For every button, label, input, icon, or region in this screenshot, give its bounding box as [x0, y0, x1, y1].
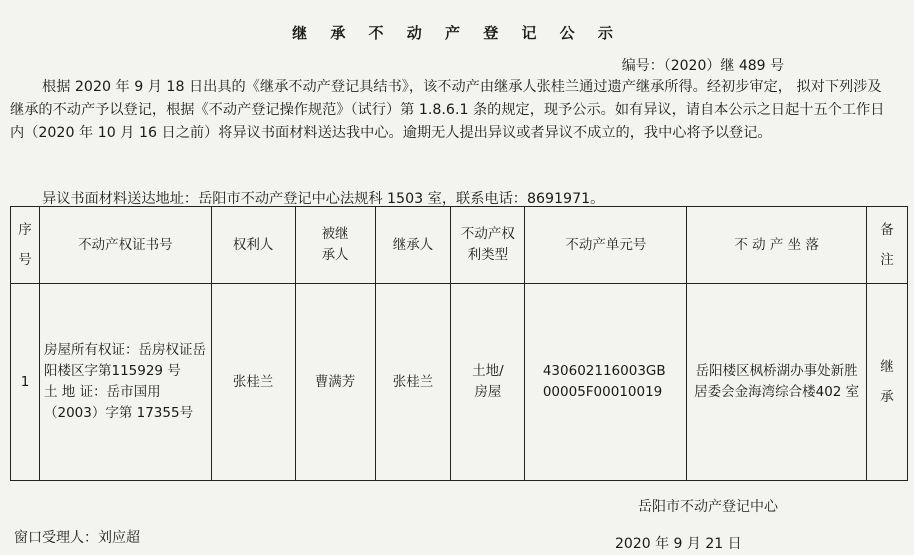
cell-seq: 1 — [11, 284, 40, 481]
header-location: 不 动 产 坐 落 — [687, 207, 867, 284]
cell-location: 岳阳楼区枫桥湖办事处新胜居委会金海湾综合楼402 室 — [687, 284, 867, 481]
header-type: 不动产权利类型 — [451, 207, 525, 284]
header-seq: 序号 — [11, 207, 40, 284]
cell-cert: 房屋所有权证：岳房权证岳阳楼区字第115929 号 土 地 证：岳市国用（2003）字第 17355号 — [39, 284, 211, 481]
cell-remark: 继承 — [866, 284, 907, 481]
header-heir: 继承人 — [375, 207, 451, 284]
header-holder: 权利人 — [211, 207, 295, 284]
table-header-row — [11, 207, 908, 284]
issuing-organization: 岳阳市不动产登记中心 — [638, 499, 778, 515]
header-remark: 备注 — [866, 207, 907, 284]
table-row — [11, 284, 908, 481]
objection-address: 异议书面材料送达地址：岳阳市不动产登记中心法规科 1503 室，联系电话：8691971。 — [42, 191, 605, 207]
header-deceased: 被继承人 — [295, 207, 375, 284]
cell-deceased: 曹满芳 — [295, 284, 375, 481]
cell-unit: 430602116003GB00005F00010019 — [525, 284, 687, 481]
cell-type: 土地/ 房屋 — [451, 284, 525, 481]
cell-holder: 张桂兰 — [211, 284, 295, 481]
document-number: 编号：（2020）继 489 号 — [621, 58, 784, 74]
notice-title: 继 承 不 动 产 登 记 公 示 — [292, 24, 622, 42]
cell-heir: 张桂兰 — [375, 284, 451, 481]
header-cert: 不动产权证书号 — [39, 207, 211, 284]
header-unit: 不动产单元号 — [525, 207, 687, 284]
window-clerk: 窗口受理人：刘应超 — [14, 530, 140, 546]
registration-table — [10, 206, 908, 481]
issue-date: 2020 年 9 月 21 日 — [615, 536, 742, 552]
notice-body: 根据 2020 年 9 月 18 日出具的《继承不动产登记具结书》，该不动产由继承人张桂兰通过遗产继承所得。经初步审定， 拟对下列涉及继承的不动产予以登记，根据《不动产登记操作规范》（试行）第 1.8.6.1 条的规定，现予公示。如有异议，请自本公示之日起十五个工作日内（2020 年 10 月 16 日之前）将异议书面材料送达我中心。逾期无人提出异议或者异议不成立的，我中心将予以登记。 — [10, 79, 885, 141]
